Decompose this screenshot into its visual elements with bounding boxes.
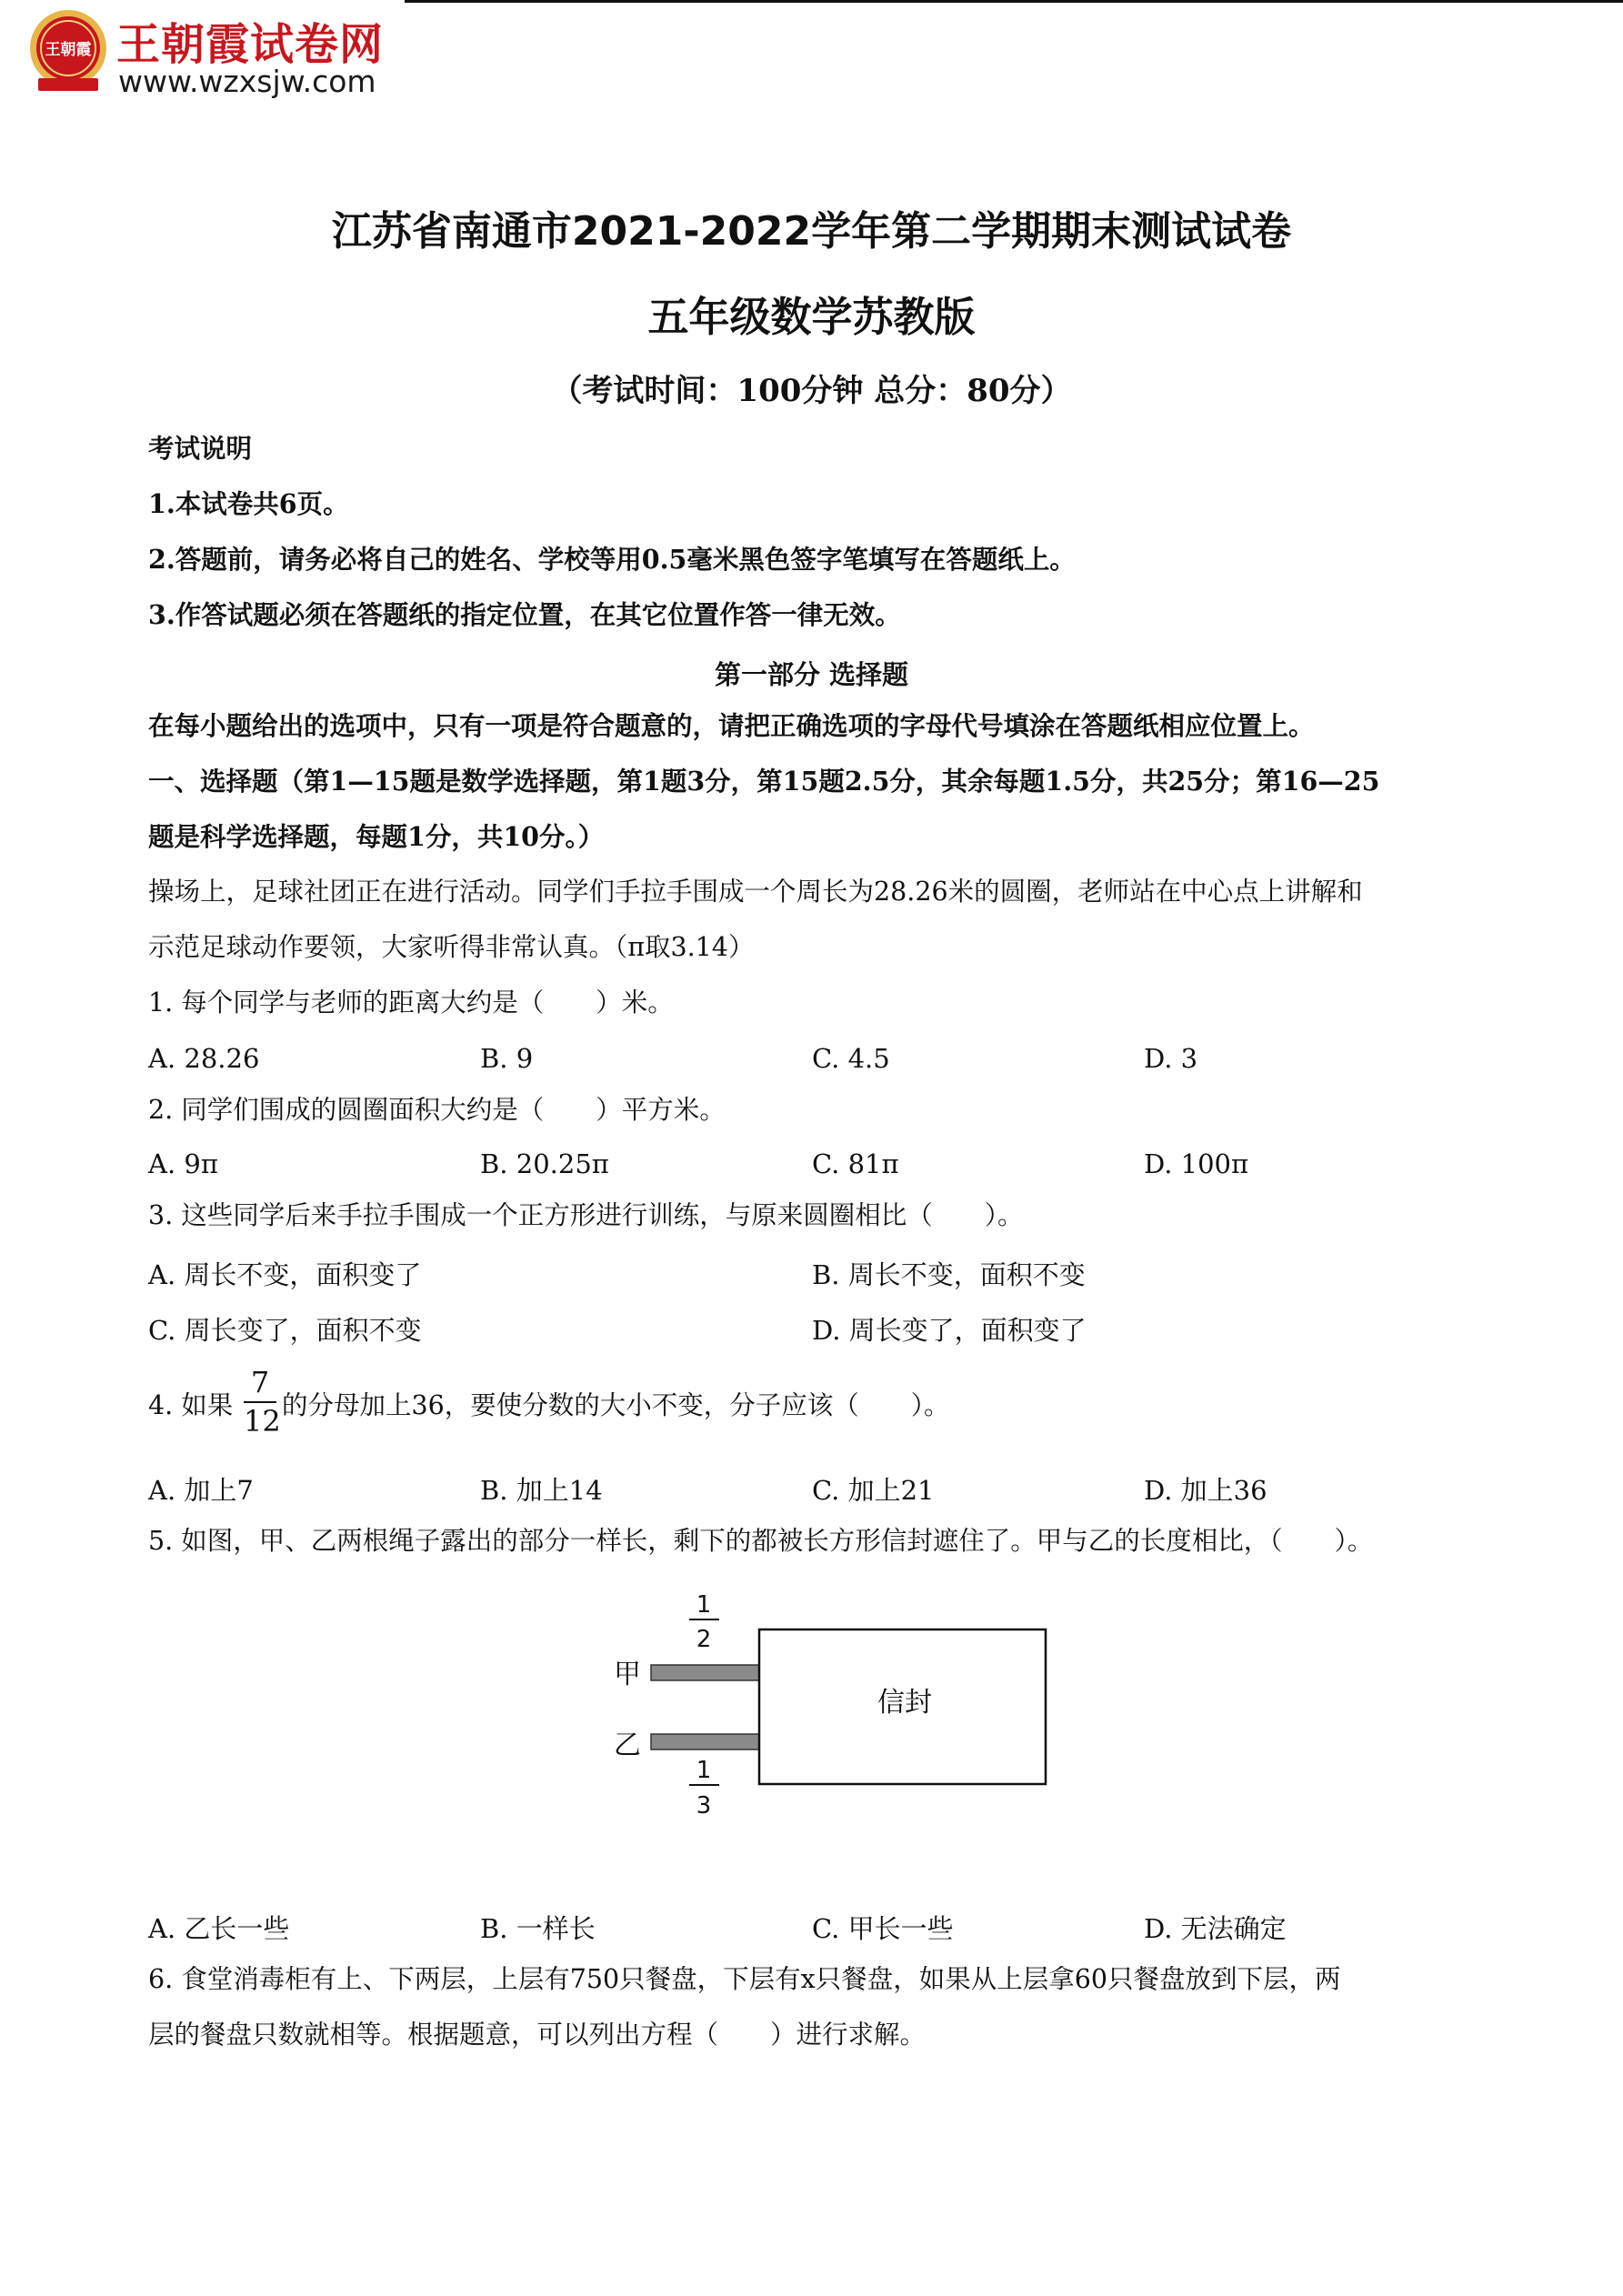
- logo-seal-icon: [25, 7, 111, 93]
- instructions-heading: 考试说明: [148, 433, 253, 464]
- question-5-option-a: A. 乙长一些: [148, 1913, 290, 1944]
- context-text: 示范足球动作要领，大家听得非常认真。（π取3.14）: [148, 932, 755, 962]
- question-4-option-c: C. 加上21: [812, 1475, 935, 1506]
- question-4-fraction: [244, 1365, 281, 1439]
- question-3-option-b: B. 周长不变，面积不变: [812, 1259, 1086, 1290]
- instruction-item: 3.作答试题必须在答题纸的指定位置，在其它位置作答一律无效。: [148, 599, 901, 630]
- question-5-option-d: D. 无法确定: [1144, 1913, 1287, 1944]
- question-1-option-a: A. 28.26: [148, 1043, 260, 1074]
- question-2-option-b: B. 20.25π: [480, 1148, 609, 1179]
- question-2-option-c: C. 81π: [812, 1148, 899, 1179]
- question-5-stem: 5. 如图，甲、乙两根绳子露出的部分一样长，剩下的都被长方形信封遮住了。甲与乙的长度相比，（ ）。: [148, 1526, 1374, 1556]
- question-6-stem: 层的餐盘只数就相等。根据题意，可以列出方程（ ）进行求解。: [148, 2020, 927, 2050]
- question-3-stem: 3. 这些同学后来手拉手围成一个正方形进行训练，与原来圆圈相比（ ）。: [148, 1200, 1024, 1230]
- header-rule: [405, 0, 1623, 3]
- question-3-option-d: D. 周长变了，面积变了: [812, 1315, 1087, 1346]
- section-description: 一、选择题（第1—15题是数学选择题，第1题3分，第15题2.5分，其余每题1.5分，共25分；第16—25: [148, 766, 1380, 797]
- question-1-option-b: B. 9: [480, 1043, 534, 1074]
- rope-a-fraction-denominator: 2: [696, 1626, 712, 1653]
- rope-b-label: 乙: [614, 1730, 641, 1761]
- question-2-option-d: D. 100π: [1144, 1148, 1249, 1179]
- rope-a: [651, 1665, 763, 1680]
- rope-b: [651, 1734, 763, 1750]
- rope-b-fraction-numerator: 1: [696, 1757, 712, 1784]
- context-text: 操场上，足球社团正在进行活动。同学们手拉手围成一个周长为28.26米的圆圈，老师站在中心点上讲解和: [148, 877, 1363, 907]
- question-6-stem: 6. 食堂消毒柜有上、下两层，上层有750只餐盘，下层有x只餐盘，如果从上层拿60只餐盘放到下层，两: [148, 1964, 1341, 1994]
- question-3-option-a: A. 周长不变，面积变了: [148, 1259, 422, 1290]
- exam-subtitle: 五年级数学苏教版: [647, 293, 976, 341]
- question-1-stem: 1. 每个同学与老师的距离大约是（ ）米。: [148, 988, 674, 1018]
- fraction-denominator: 12: [244, 1403, 281, 1439]
- part1-directive: 在每小题给出的选项中，只有一项是符合题意的，请把正确选项的字母代号填涂在答题纸相应位置上。: [148, 710, 1315, 741]
- rope-a-fraction-numerator: 1: [696, 1591, 712, 1619]
- logo-name[interactable]: 王朝霞试卷网: [116, 19, 385, 70]
- instruction-item: 1.本试卷共6页。: [148, 488, 349, 519]
- rope-a-label: 甲: [614, 1659, 641, 1690]
- logo-url[interactable]: www.wzxsjw.com: [118, 64, 376, 99]
- question-4-stem-suffix: 的分母加上36，要使分数的大小不变，分子应该（ ）。: [282, 1390, 950, 1420]
- question-4-option-d: D. 加上36: [1144, 1475, 1267, 1506]
- question-3-option-c: C. 周长变了，面积不变: [148, 1315, 422, 1346]
- question-4-option-b: B. 加上14: [480, 1475, 603, 1506]
- part1-heading: 第一部分 选择题: [714, 659, 909, 690]
- section-description: 题是科学选择题，每题1分，共10分。）: [148, 821, 605, 852]
- question-5-option-b: B. 一样长: [480, 1913, 596, 1944]
- envelope-label: 信封: [877, 1687, 932, 1719]
- question-5-option-c: C. 甲长一些: [812, 1913, 954, 1944]
- question-2-option-a: A. 9π: [148, 1148, 218, 1179]
- question-4-stem-prefix: 4. 如果: [148, 1390, 234, 1420]
- question-1-option-c: C. 4.5: [812, 1043, 890, 1074]
- question-5-figure: [600, 1587, 1055, 1828]
- logo-seal-text: 王朝霞: [45, 41, 92, 59]
- exam-title: 江苏省南通市2021-2022学年第二学期期末测试试卷: [331, 208, 1292, 255]
- instruction-item: 2.答题前，请务必将自己的姓名、学校等用0.5毫米黑色签字笔填写在答题纸上。: [148, 544, 1076, 575]
- question-4-option-a: A. 加上7: [148, 1475, 254, 1506]
- fraction-numerator: 7: [250, 1365, 270, 1399]
- rope-b-fraction-denominator: 3: [696, 1792, 712, 1820]
- question-2-stem: 2. 同学们围成的圆圈面积大约是（ ）平方米。: [148, 1095, 726, 1125]
- exam-info: （考试时间：100分钟 总分：80分）: [551, 373, 1072, 409]
- question-1-option-d: D. 3: [1144, 1043, 1198, 1074]
